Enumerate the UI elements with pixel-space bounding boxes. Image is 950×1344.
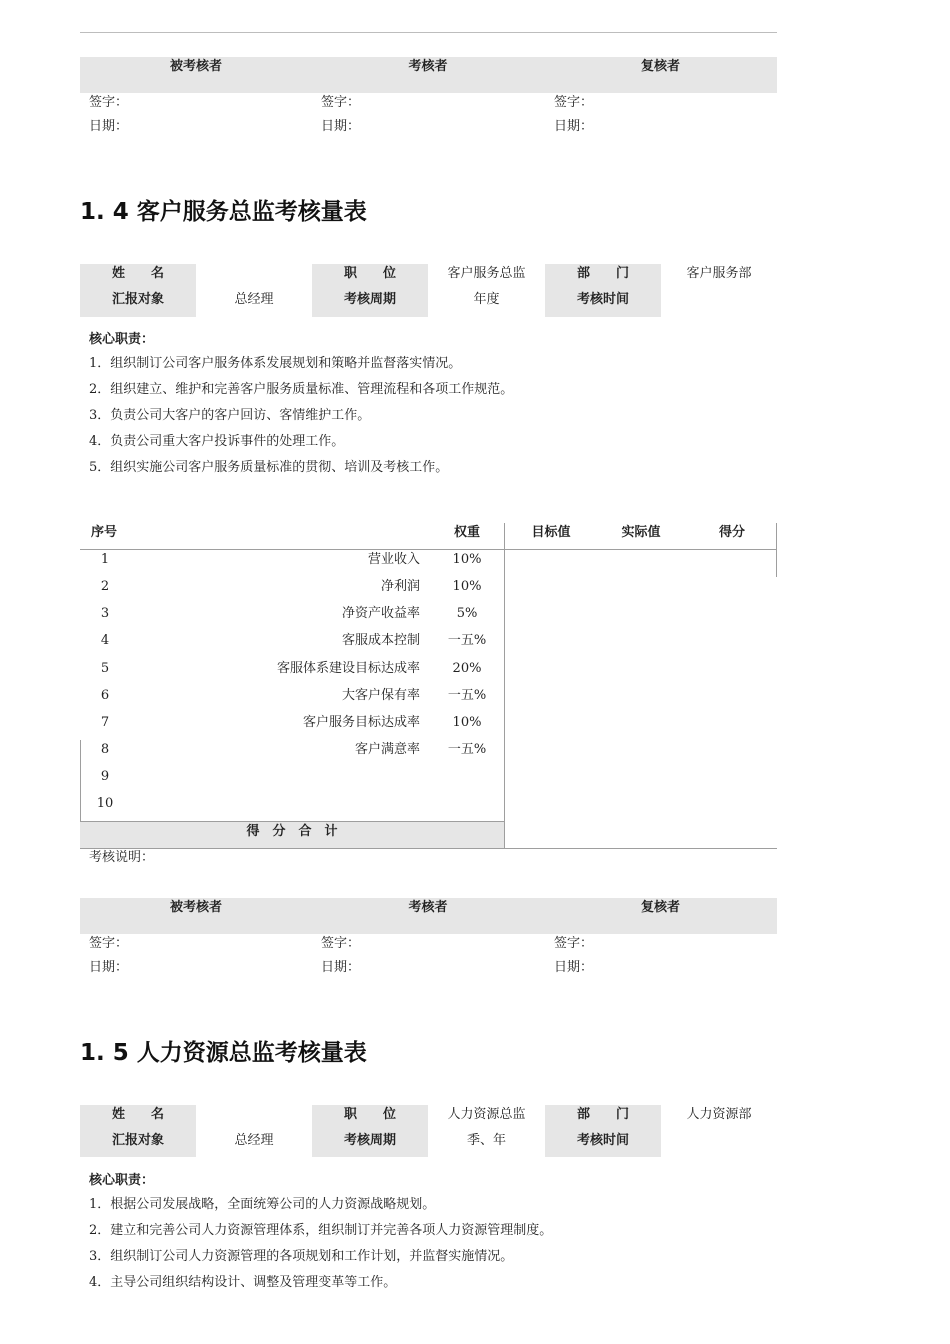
info-report-value: 总经理: [234, 292, 274, 307]
info-cycle-label: 考核周期: [343, 1133, 396, 1148]
kpi-header-no: 序号: [91, 525, 118, 540]
total-row-rule: [80, 821, 504, 822]
duty-item: 4．负责公司重大客户投诉事件的处理工作。: [89, 434, 345, 449]
kpi-header-actual: 实际值: [621, 525, 661, 540]
info-report-value: 总经理: [234, 1133, 274, 1148]
duty-item: 5．组织实施公司客户服务质量标准的贯彻、培训及考核工作。: [89, 460, 449, 475]
section-heading-1-4: 1. 4 客户服务总监考核量表: [80, 199, 367, 225]
duty-item: 2．建立和完善公司人力资源管理体系，组织制订并完善各项人力资源管理制度。: [89, 1223, 553, 1238]
info-name-label: 姓 名: [111, 266, 164, 281]
duties-title: 核心职责：: [89, 332, 155, 347]
kpi-row-no: 1: [100, 552, 110, 567]
kpi-row-weight: 一五%: [447, 688, 487, 703]
info-dept-value: 人力资源部: [686, 1107, 752, 1122]
date-label: 日期：: [89, 119, 129, 134]
kpi-row-name: 客户满意率: [354, 742, 420, 757]
kpi-row-name: 客服体系建设目标达成率: [276, 661, 420, 676]
sign-label: 签字：: [321, 936, 361, 951]
kpi-row-no: 3: [100, 606, 110, 621]
info-report-label: 汇报对象: [111, 292, 164, 307]
duty-item: 3．组织制订公司人力资源管理的各项规划和工作计划，并监督实施情况。: [89, 1249, 514, 1264]
info-name-label: 姓 名: [111, 1107, 164, 1122]
date-label: 日期：: [554, 960, 594, 975]
sign-label: 签字：: [321, 95, 361, 110]
kpi-row-weight: 10%: [452, 579, 482, 594]
section-heading-1-5: 1. 5 人力资源总监考核量表: [80, 1040, 367, 1066]
kpi-row-name: 大客户保有率: [341, 688, 420, 703]
date-label: 日期：: [321, 119, 361, 134]
kpi-row-no: 10: [96, 796, 114, 811]
kpi-header-rule: [80, 549, 777, 550]
info-position-label: 职 位: [343, 1107, 396, 1122]
sign-header-appraisee: 被考核者: [169, 59, 222, 74]
sign-header-reviewer: 复核者: [640, 59, 680, 74]
kpi-row-no: 5: [100, 661, 110, 676]
sign-label: 签字：: [89, 95, 129, 110]
kpi-row-weight: 20%: [452, 661, 482, 676]
kpi-header-weight: 权重: [453, 525, 480, 540]
info-position-value: 人力资源总监: [447, 1107, 526, 1122]
info-dept-label: 部 门: [576, 1107, 629, 1122]
kpi-row-no: 2: [100, 579, 110, 594]
duty-item: 1．根据公司发展战略，全面统筹公司的人力资源战略规划。: [89, 1197, 436, 1212]
date-label: 日期：: [321, 960, 361, 975]
info-cycle-value: 季、年: [466, 1133, 506, 1148]
kpi-row-no: 4: [100, 633, 110, 648]
kpi-row-name: 客服成本控制: [341, 633, 420, 648]
kpi-row-weight: 10%: [452, 552, 482, 567]
sign-header-reviewer: 复核者: [640, 900, 680, 915]
sign-header-appraiser: 考核者: [408, 900, 448, 915]
note-label: 考核说明：: [89, 850, 155, 865]
kpi-row-no: 8: [100, 742, 110, 757]
kpi-row-weight: 一五%: [447, 742, 487, 757]
info-position-label: 职 位: [343, 266, 396, 281]
sign-label: 签字：: [554, 936, 594, 951]
info-cycle-label: 考核周期: [343, 292, 396, 307]
kpi-row-weight: 一五%: [447, 633, 487, 648]
date-label: 日期：: [554, 119, 594, 134]
top-rule: [80, 32, 777, 33]
kpi-row-name: 营业收入: [367, 552, 420, 567]
kpi-row-name: 客户服务目标达成率: [302, 715, 420, 730]
info-position-value: 客户服务总监: [447, 266, 526, 281]
kpi-row-no: 6: [100, 688, 110, 703]
info-report-label: 汇报对象: [111, 1133, 164, 1148]
kpi-row-no: 9: [100, 769, 110, 784]
info-dept-label: 部 门: [576, 266, 629, 281]
kpi-header-score: 得分: [718, 525, 745, 540]
kpi-row-name: 净利润: [380, 579, 420, 594]
kpi-divider: [504, 523, 505, 849]
duty-item: 2．组织建立、维护和完善客户服务质量标准、管理流程和各项工作规范。: [89, 382, 514, 397]
duty-item: 4．主导公司组织结构设计、调整及管理变革等工作。: [89, 1275, 397, 1290]
kpi-header-target: 目标值: [531, 525, 571, 540]
sign-header-appraisee: 被考核者: [169, 900, 222, 915]
total-label: 得 分 合 计: [246, 824, 338, 839]
kpi-row-no: 7: [100, 715, 110, 730]
kpi-row-name: 净资产收益率: [341, 606, 420, 621]
sign-header-appraiser: 考核者: [408, 59, 448, 74]
kpi-divider: [776, 523, 777, 577]
duty-item: 1．组织制订公司客户服务体系发展规划和策略并监督落实情况。: [89, 356, 462, 371]
duty-item: 3．负责公司大客户的客户回访、客情维护工作。: [89, 408, 371, 423]
info-cycle-value: 年度: [473, 292, 500, 307]
kpi-row-weight: 5%: [456, 606, 478, 621]
info-time-label: 考核时间: [576, 1133, 629, 1148]
info-dept-value: 客户服务部: [686, 266, 752, 281]
duties-title: 核心职责：: [89, 1173, 155, 1188]
sign-label: 签字：: [554, 95, 594, 110]
info-time-label: 考核时间: [576, 292, 629, 307]
kpi-bottom-rule: [80, 848, 777, 849]
date-label: 日期：: [89, 960, 129, 975]
kpi-row-weight: 10%: [452, 715, 482, 730]
sign-label: 签字：: [89, 936, 129, 951]
